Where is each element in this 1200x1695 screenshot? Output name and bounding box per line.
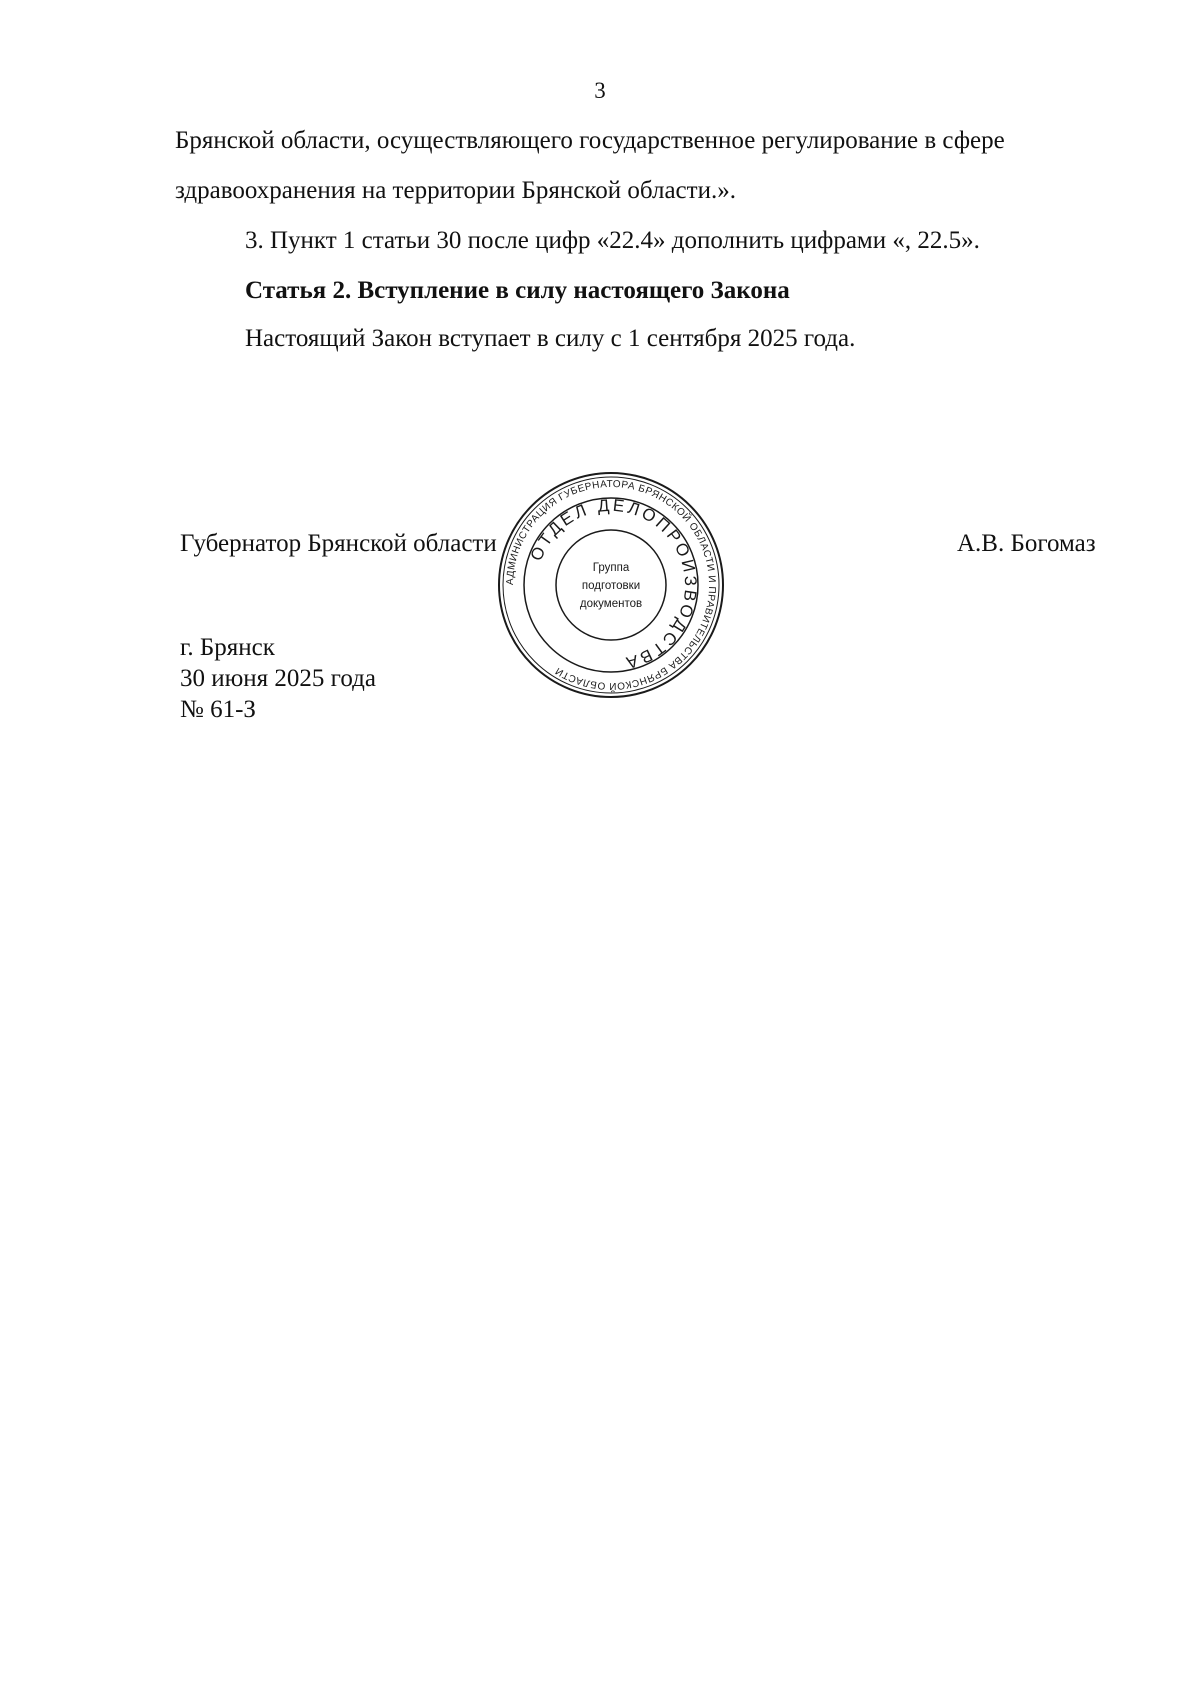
stamp-center-line-1: Группа [592, 562, 630, 574]
body-line-2: здравоохранения на территории Брянской области.». [175, 177, 736, 204]
signature-position: Губернатор Брянской области [180, 530, 497, 557]
item-3: 3. Пункт 1 статьи 30 после цифр «22.4» дополнить цифрами «, 22.5». [245, 227, 980, 254]
stamp-center-line-3: документов [579, 598, 643, 610]
official-stamp [496, 470, 726, 700]
page-number: 3 [594, 78, 606, 103]
place-date: 30 июня 2025 года [180, 665, 376, 692]
stamp-inner-text: ОТДЕЛ ДЕЛОПРОИЗВОДСТВА [526, 495, 701, 673]
body-line-1: Брянской области, осуществляющего государственное регулирование в сфере [175, 127, 1005, 154]
document-number: № 61-З [180, 696, 256, 723]
article-heading: Статья 2. Вступление в силу настоящего Закона [245, 277, 790, 304]
stamp-outer-text: АДМИНИСТРАЦИЯ ГУБЕРНАТОРА БРЯНСКОЙ ОБЛАСТИ И ПРАВИТЕЛЬСТВА БРЯНСКОЙ ОБЛАСТИ [504, 478, 718, 692]
article-text: Настоящий Закон вступает в силу с 1 сентября 2025 года. [245, 325, 856, 352]
place-city: г. Брянск [180, 634, 275, 661]
signature-name: А.В. Богомаз [957, 530, 1096, 557]
stamp-center-line-2: подготовки [581, 580, 641, 592]
